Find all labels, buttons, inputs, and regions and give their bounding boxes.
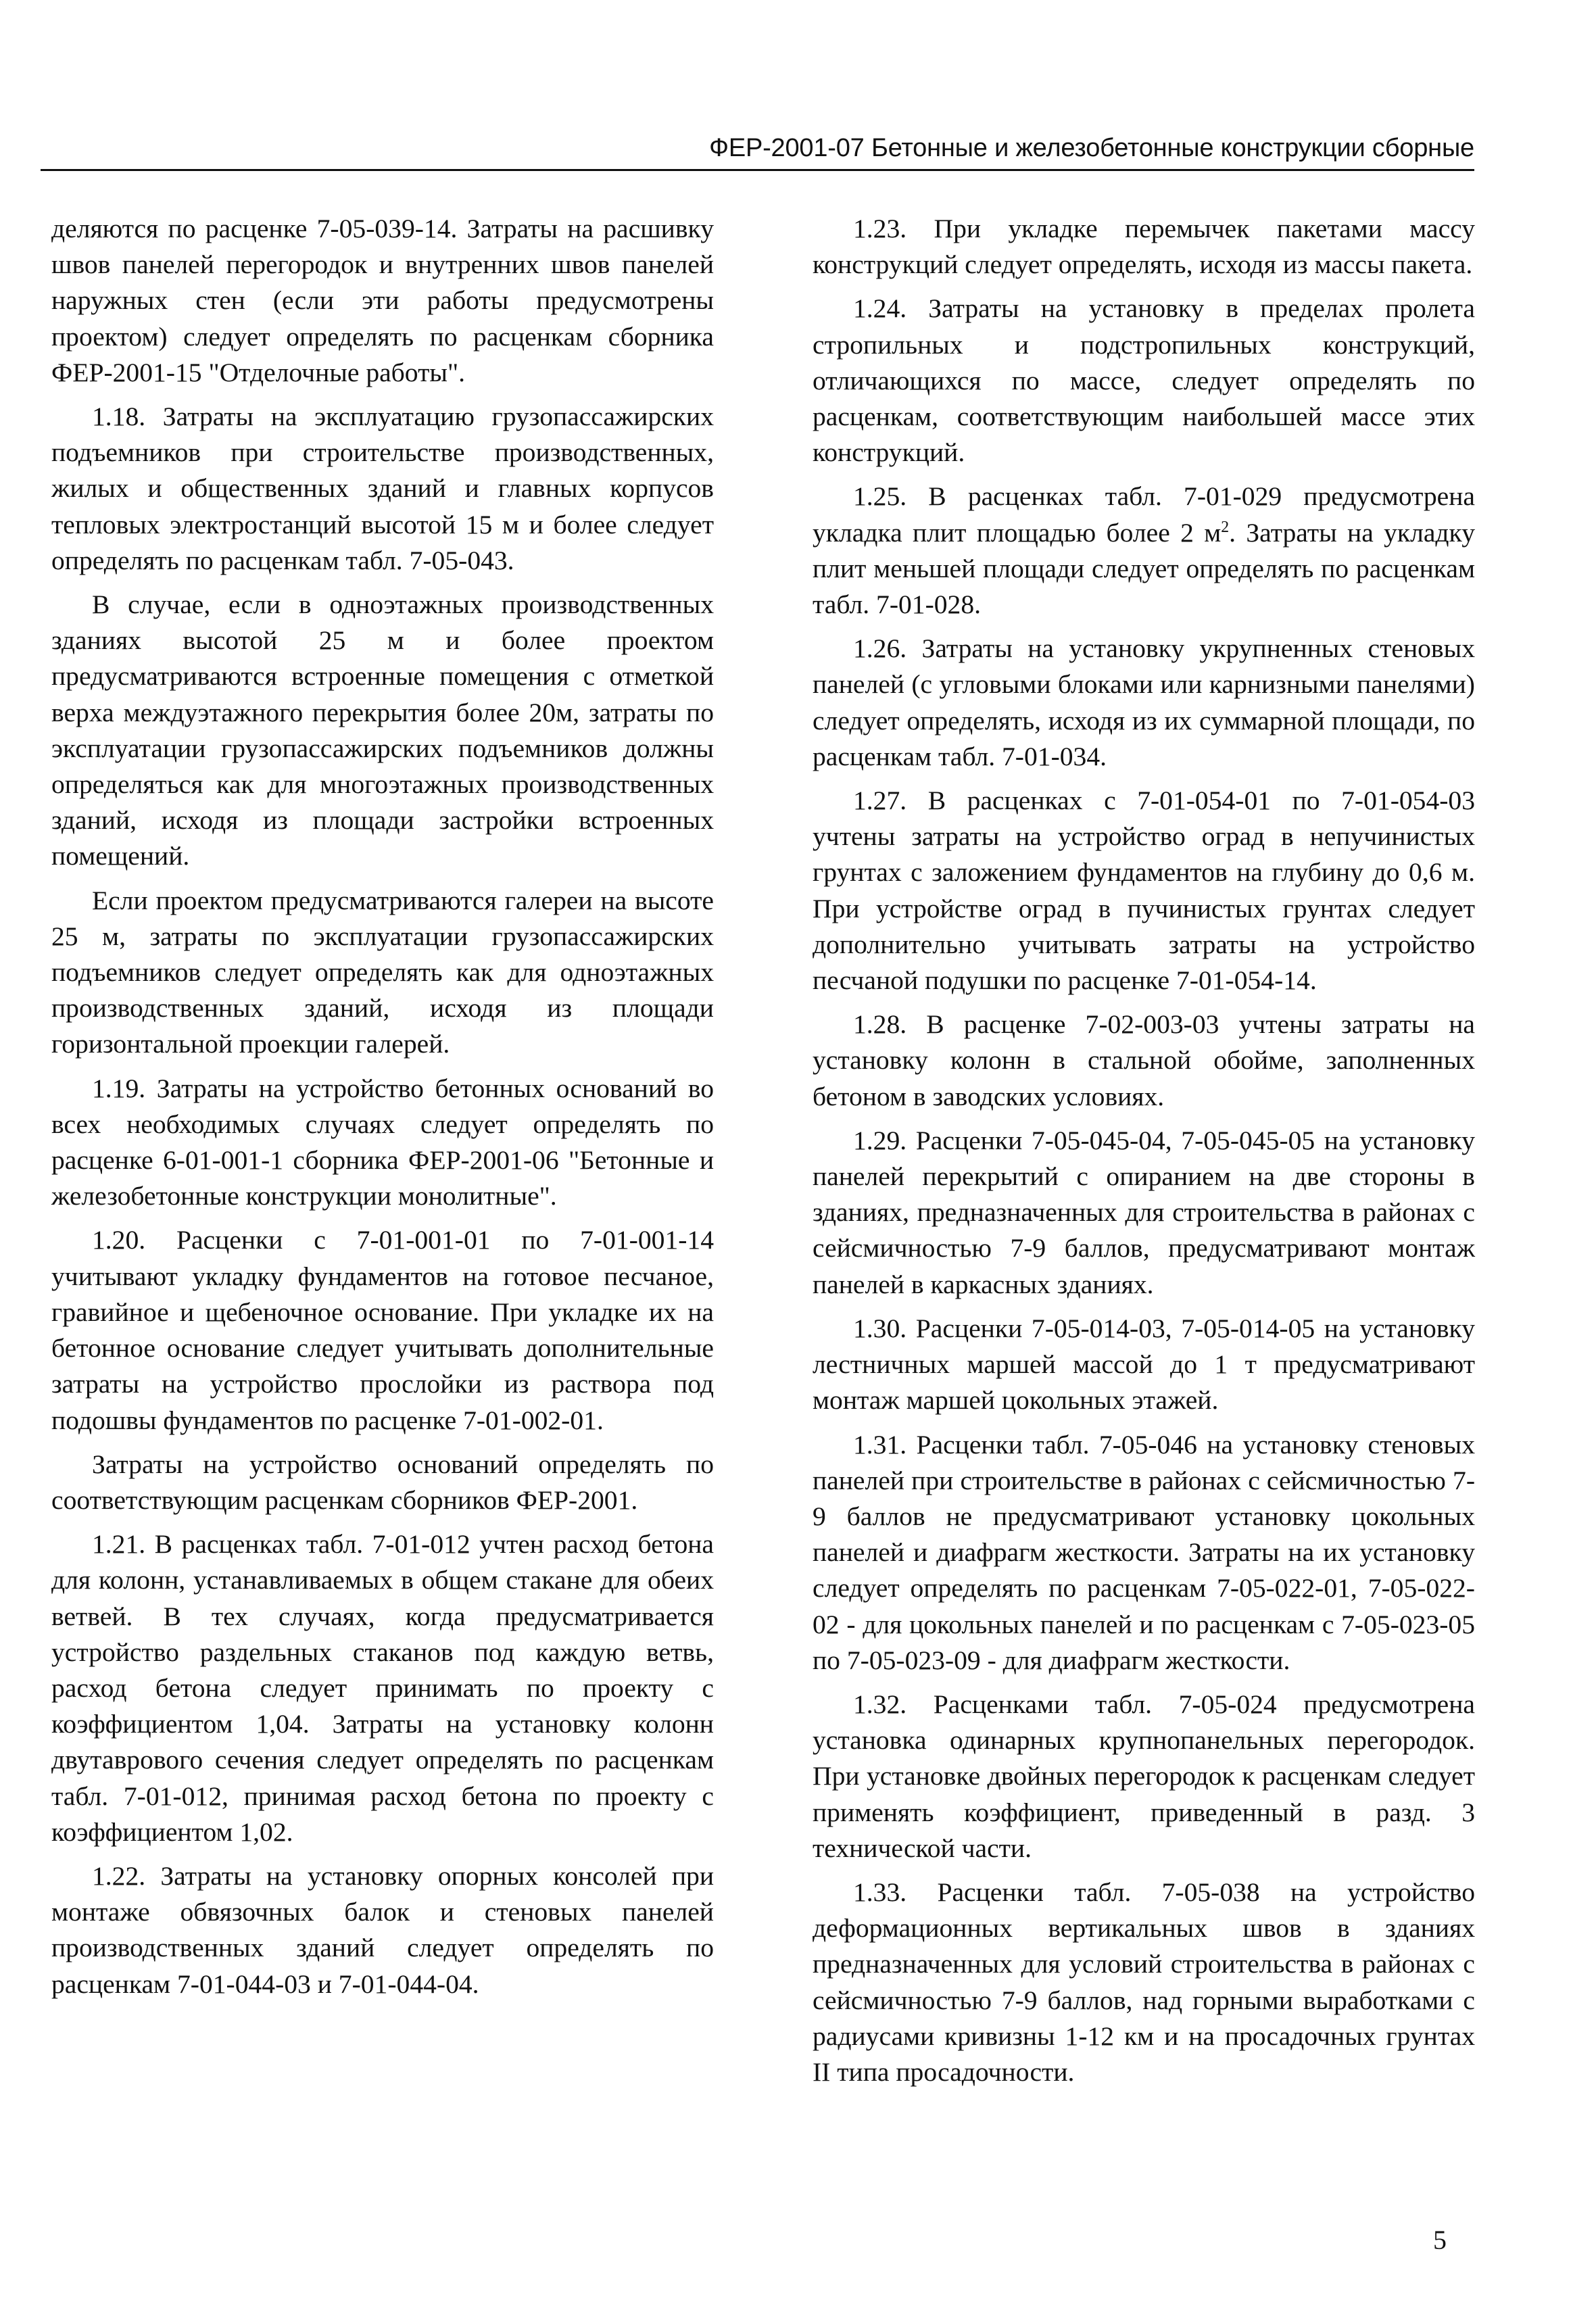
paragraph: 1.31. Расценки табл. 7-05-046 на установку стеновых панелей при строительстве в районах с сейсмичностью 7-9 баллов не предусматривают установку цокольных панелей и диафрагм жесткости. Затраты на их установку следует определять по расценкам 7-05-022-01, 7-05-022-02 - для цокольных панелей и по расценкам с 7-05-023-05 по 7-05-023-09 - для диафрагм жесткости. xyxy=(813,1429,1475,1675)
paragraph: 1.28. В расценке 7-02-003-03 учтены затраты на установку колонн в стальной обойме, заполненных бетоном в заводских условиях. xyxy=(813,1009,1475,1111)
text-segment: 1.25. В расценках табл. 7-01-029 предусмотрена укладка плит площадью более 2 м xyxy=(813,481,1475,548)
paragraph: 1.29. Расценки 7-05-045-04, 7-05-045-05 на установку панелей перекрытий с опиранием на две стороны в зданиях, предназначенных для строительства в районах с сейсмичностью 7-9 баллов, предусматривают монтаж панелей в каркасных зданиях. xyxy=(813,1125,1475,1299)
paragraph: деляются по расценке 7-05-039-14. Затраты на расшивку швов панелей перегородок и внутренних швов панелей наружных стен (если эти работы предусмотрены проектом) следует определять по расценкам сборника ФЕР-2001-15 "Отделочные работы". xyxy=(51,214,714,387)
paragraph: 1.23. При укладке перемычек пакетами массу конструкций следует определять, исходя из массы пакета. xyxy=(813,214,1475,280)
paragraph: 1.32. Расценками табл. 7-05-024 предусмотрена установка одинарных крупнопанельных перегородок. При установке двойных перегородок к расценкам следует применять коэффициент, приведенный в разд. 3 технической части. xyxy=(813,1689,1475,1863)
header-title: ФЕР-2001-07 Бетонные и железобетонные конструкции сборные xyxy=(709,134,1474,162)
paragraph: 1.26. Затраты на установку укрупненных стеновых панелей (с угловыми блоками или карнизными панелями) следует определять, исходя из их суммарной площади, по расценкам табл. 7-01-034. xyxy=(813,633,1475,771)
superscript: 2 xyxy=(1221,518,1230,536)
paragraph: 1.18. Затраты на эксплуатацию грузопассажирских подъемников при строительстве производственных, жилых и общественных зданий и главных корпусов тепловых электростанций высотой 15 м и более следует определять по расценкам табл. 7-05-043. xyxy=(51,402,714,575)
paragraph: 1.22. Затраты на установку опорных консолей при монтаже обвязочных балок и стеновых панелей производственных зданий следует определять по расценкам 7-01-044-03 и 7-01-044-04. xyxy=(51,1860,714,1999)
paragraph: 1.19. Затраты на устройство бетонных оснований во всех необходимых случаях следует определять по расценке 6-01-001-1 сборника ФЕР-2001-06 "Бетонные и железобетонные конструкции монолитные". xyxy=(51,1073,714,1211)
page-number: 5 xyxy=(1433,2225,1447,2255)
right-column xyxy=(813,211,1475,2098)
paragraph: 1.33. Расценки табл. 7-05-038 на устройство деформационных вертикальных швов в зданиях предназначенных для условий строительства в районах с сейсмичностью 7-9 баллов, над горными выработками с радиусами кривизны 1-12 км и на просадочных грунтах II типа просадочности. xyxy=(813,1877,1475,2087)
paragraph: 1.27. В расценках с 7-01-054-01 по 7-01-054-03 учтены затраты на устройство оград в непучинистых грунтах с заложением фундаментов на глубину до 0,6 м. При устройстве оград в пучинистых грунтах следует дополнительно учитывать затраты на устройство песчаной подушки по расценке 7-01-054-14. xyxy=(813,786,1475,996)
paragraph: 1.24. Затраты на установку в пределах пролета стропильных и подстропильных конструкций, отличающихся по массе, следует определять по расценкам, соответствующим наибольшей массе этих конструкций. xyxy=(813,293,1475,468)
left-column xyxy=(51,211,714,2010)
paragraph: В случае, если в одноэтажных производственных зданиях высотой 25 м и более проектом предусматриваются встроенные помещения с отметкой верха междуэтажного перекрытия более 20м, затраты по эксплуатации грузопассажирских подъемников должны определяться как для многоэтажных производственных зданий, исходя из площади застройки встроенных помещений. xyxy=(51,589,714,871)
paragraph: 1.30. Расценки 7-05-014-03, 7-05-014-05 на установку лестничных маршей массой до 1 т предусматривают монтаж маршей цокольных этажей. xyxy=(813,1313,1475,1416)
paragraph: 1.20. Расценки с 7-01-001-01 по 7-01-001-14 учитывают укладку фундаментов на готовое песчаное, гравийное и щебеночное основание. При укладке их на бетонное основание следует учитывать дополнительные затраты на устройство прослойки из раствора под подошвы фундаментов по расценке 7-01-002-01. xyxy=(51,1225,714,1435)
paragraph: Если проектом предусматриваются галереи на высоте 25 м, затраты по эксплуатации грузопассажирских подъемников следует определять как для одноэтажных производственных зданий, исходя из площади горизонтальной проекции галерей. xyxy=(51,885,714,1059)
paragraph-with-superscript xyxy=(813,479,1475,623)
running-header xyxy=(41,132,1474,171)
paragraph: 1.21. В расценках табл. 7-01-012 учтен расход бетона для колонн, устанавливаемых в общем стакане для обеих ветвей. В тех случаях, когда предусматривается устройство раздельных стаканов под каждую ветвь, расход бетона следует принимать по проекту с коэффициентом 1,04. Затраты на установку колонн двутаврового сечения следует определять по расценкам табл. 7-01-012, принимая расход бетона по проекту с коэффициентом 1,02. xyxy=(51,1529,714,1847)
paragraph: Затраты на устройство оснований определять по соответствующим расценкам сборников ФЕР-2001. xyxy=(51,1449,714,1515)
text-segment: . Затраты на укладку плит меньшей площади следует определять по расценкам табл. 7-01-028. xyxy=(813,517,1476,620)
